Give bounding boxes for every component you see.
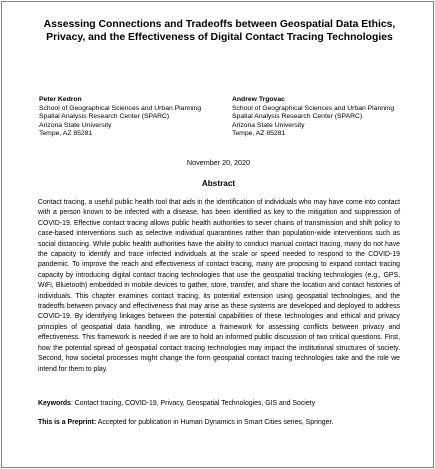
- preprint-text: Accepted for publication in Human Dynamics in Smart Cities series, Springer.: [96, 419, 334, 426]
- author-block-2: [232, 96, 412, 138]
- publication-date: November 20, 2020: [186, 158, 251, 167]
- keywords-label: Keywords: [38, 400, 71, 407]
- keywords-list: : Contact tracing, COVID-19, Privacy, Geospatial Technologies, GIS and Society: [70, 400, 316, 407]
- author-university: Arizona State University: [39, 121, 112, 129]
- author-university: Arizona State University: [232, 121, 305, 129]
- author-department: School of Geographical Sciences and Urban Planning: [39, 105, 202, 113]
- paper-title: Assessing Connections and Tradeoffs between Geospatial Data Ethics, Privacy, and the Effectiveness of Digital Contact Tracing Technologies: [43, 19, 396, 44]
- author-name: Peter Kedron: [39, 96, 82, 103]
- author-center: Spatial Analysis Research Center (SPARC): [39, 113, 170, 121]
- abstract-text: Contact tracing, a useful public health tool that aids in the identification of individuals who may have come into contact with a person known to be infected with a disease, has been identified as key to the mitigation and suppression of COVID-19. Effective contact tracing allows public health authorities to sever chains of transmission and shift policy to case-based interventions such as selective individual quarantines rather than population-wide interventions such as social distancing. While public health authorities have the ability to conduct manual contact tracing, many do not have the capacity to identify and trace infected individuals at the scale or speed needed to respond to the COVID-19 pandemic. To improve the reach and effectiveness of contact tracing, many are proposing to expand contact tracing capacity by introducing digital contact tracing technologies that use the geospatial tracking technologies (e.g., GPS, WiFi, Bluetooth) embedded in mobile devices to gather, store, transfer, and share the location and contact histories of individuals. This chapter examines contact tracing, its potential extension using geospatial technologies, and the tradeoffs between privacy and effectiveness that may arise as these systems are developed and deployed to address COVID-19. By identifying linkages between the potential capabilities of these technologies and ethical and privacy principles of geospatial data handling, we introduce a framework for assessing conflicts between privacy and effectiveness. This framework is needed if we are to hold an informed public discussion of two critical questions. First, how the potential spread of geospatial contact tracing technologies may impact the institutional structures of society. Second, how societal processes might change the form geospatial contact tracing technologies take and the role we intend for them to play.: [38, 199, 400, 373]
- author-center: Spatial Analysis Research Center (SPARC): [232, 113, 363, 121]
- abstract-heading: Abstract: [201, 179, 236, 188]
- preprint-label: This is a Preprint:: [38, 419, 97, 426]
- paper-page: [1, 1, 434, 468]
- preprint-note: [38, 418, 400, 427]
- author-city: Tempe, AZ 85281: [39, 129, 93, 137]
- author-block-1: [39, 96, 219, 138]
- keywords-line: [38, 399, 400, 408]
- author-name: Andrew Trgovac: [232, 96, 285, 103]
- author-city: Tempe, AZ 85281: [232, 129, 286, 137]
- author-department: School of Geographical Sciences and Urban Planning: [232, 105, 395, 113]
